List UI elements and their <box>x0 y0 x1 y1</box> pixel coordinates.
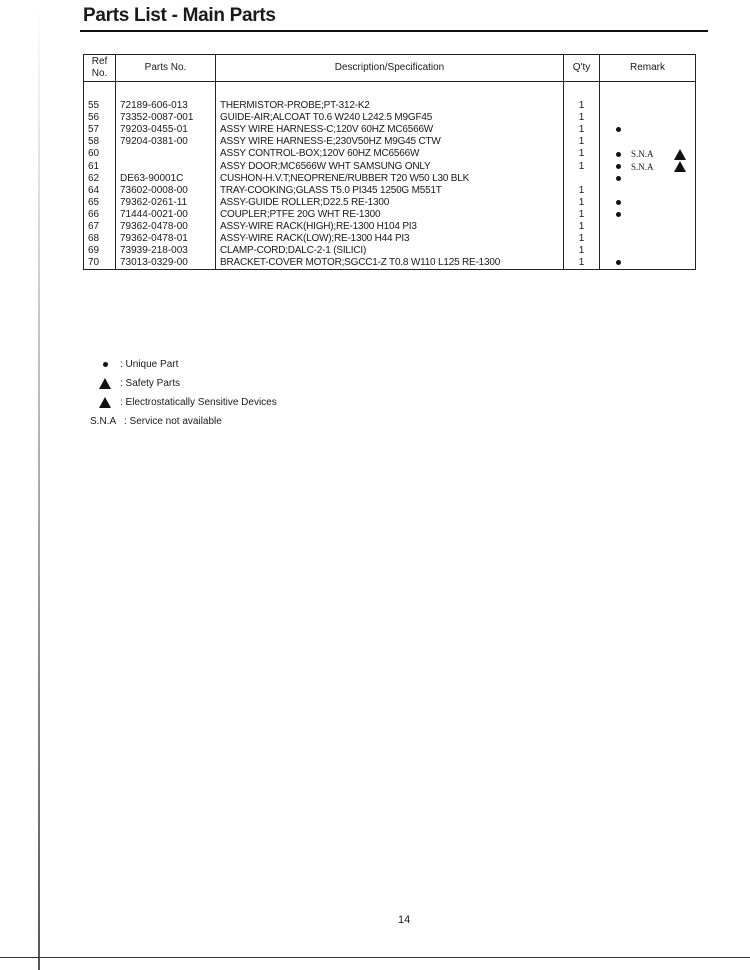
bottom-rule <box>0 957 750 958</box>
cell-description: ASSY WIRE HARNESS-C;120V 60HZ MC6566W <box>216 124 564 136</box>
cell-parts-no <box>116 161 216 174</box>
cell-remark <box>600 136 696 148</box>
unique-part-bullet-icon <box>616 164 621 169</box>
cell-remark <box>600 124 696 136</box>
unique-part-bullet-icon <box>616 176 621 181</box>
cell-qty: 1 <box>564 209 600 221</box>
legend-esd <box>90 393 277 412</box>
table-row <box>84 209 696 221</box>
cell-description: ASSY-WIRE RACK(HIGH);RE-1300 H104 PI3 <box>216 221 564 233</box>
cell-parts-no: 79362-0261-11 <box>116 197 216 209</box>
cell-parts-no: 73352-0087-001 <box>116 112 216 124</box>
cell-remark <box>600 209 696 221</box>
legend-safety-label: : Safety Parts <box>120 378 181 389</box>
sna-label: S.N.A <box>631 161 654 172</box>
cell-qty: 1 <box>564 124 600 136</box>
cell-qty: 1 <box>564 100 600 112</box>
cell-remark <box>600 197 696 209</box>
cell-ref-no: 70 <box>84 257 116 270</box>
cell-parts-no: 73602-0008-00 <box>116 185 216 197</box>
cell-ref-no: 58 <box>84 136 116 148</box>
cell-qty: 1 <box>564 233 600 245</box>
cell-qty: 1 <box>564 136 600 148</box>
table-row <box>84 221 696 233</box>
esd-warning-icon <box>99 397 111 408</box>
cell-remark <box>600 233 696 245</box>
table-row <box>84 257 696 270</box>
cell-qty: 1 <box>564 257 600 270</box>
cell-remark <box>600 257 696 270</box>
header-parts-no: Parts No. <box>116 55 216 82</box>
page-title: Parts List - Main Parts <box>83 5 276 26</box>
cell-description: ASSY CONTROL-BOX;120V 60HZ MC6566W <box>216 148 564 161</box>
unique-part-bullet-icon <box>616 152 621 157</box>
cell-ref-no: 64 <box>84 185 116 197</box>
cell-qty: 1 <box>564 245 600 257</box>
cell-description: ASSY DOOR;MC6566W WHT SAMSUNG ONLY <box>216 161 564 174</box>
cell-qty: 1 <box>564 197 600 209</box>
legend-sna-symbol: S.N.A <box>90 416 117 427</box>
cell-description: CLAMP-CORD;DALC-2-1 (SILICI) <box>216 245 564 257</box>
table-row <box>84 124 696 136</box>
cell-remark <box>600 245 696 257</box>
bullet-icon <box>103 362 108 367</box>
legend-esd-label: : Electrostatically Sensitive Devices <box>120 397 277 408</box>
cell-ref-no: 66 <box>84 209 116 221</box>
cell-ref-no: 61 <box>84 161 116 174</box>
safety-warning-icon <box>99 378 111 389</box>
table-row <box>84 173 696 185</box>
cell-ref-no: 55 <box>84 100 116 112</box>
cell-parts-no: DE63-90001C <box>116 173 216 185</box>
cell-parts-no: 73939-218-003 <box>116 245 216 257</box>
cell-parts-no: 79362-0478-00 <box>116 221 216 233</box>
parts-table-body <box>84 82 696 270</box>
unique-part-bullet-icon <box>616 260 621 265</box>
cell-ref-no: 56 <box>84 112 116 124</box>
table-row <box>84 136 696 148</box>
cell-ref-no: 62 <box>84 173 116 185</box>
cell-ref-no: 69 <box>84 245 116 257</box>
unique-part-bullet-icon <box>616 212 621 217</box>
cell-remark <box>600 100 696 112</box>
cell-description: BRACKET-COVER MOTOR;SGCC1-Z T0.8 W110 L125 RE-1300 <box>216 257 564 270</box>
cell-parts-no: 79203-0455-01 <box>116 124 216 136</box>
legend-sna <box>90 412 277 431</box>
cell-remark <box>600 148 696 161</box>
cell-ref-no: 65 <box>84 197 116 209</box>
cell-qty: 1 <box>564 112 600 124</box>
table-row <box>84 245 696 257</box>
cell-qty: 1 <box>564 185 600 197</box>
cell-remark <box>600 112 696 124</box>
cell-parts-no: 79204-0381-00 <box>116 136 216 148</box>
cell-parts-no: 73013-0329-00 <box>116 257 216 270</box>
cell-remark <box>600 185 696 197</box>
table-header-row <box>84 55 696 82</box>
header-qty: Q'ty <box>564 55 600 82</box>
unique-part-bullet-icon <box>616 200 621 205</box>
cell-description: COUPLER;PTFE 20G WHT RE-1300 <box>216 209 564 221</box>
table-row <box>84 197 696 209</box>
header-ref-no: Ref No. <box>84 55 116 82</box>
legend <box>90 355 277 431</box>
table-spacer-row <box>84 82 696 101</box>
table-row <box>84 185 696 197</box>
table-row <box>84 100 696 112</box>
cell-qty: 1 <box>564 148 600 161</box>
cell-description: ASSY-WIRE RACK(LOW);RE-1300 H44 PI3 <box>216 233 564 245</box>
cell-description: CUSHON-H.V.T;NEOPRENE/RUBBER T20 W50 L30 BLK <box>216 173 564 185</box>
cell-parts-no: 79362-0478-01 <box>116 233 216 245</box>
cell-description: THERMISTOR-PROBE;PT-312-K2 <box>216 100 564 112</box>
cell-qty <box>564 173 600 185</box>
header-description: Description/Specification <box>216 55 564 82</box>
cell-ref-no: 57 <box>84 124 116 136</box>
table-row <box>84 112 696 124</box>
table-row <box>84 161 696 174</box>
table-row <box>84 233 696 245</box>
cell-remark <box>600 173 696 185</box>
cell-description: ASSY WIRE HARNESS-E;230V50HZ M9G45 CTW <box>216 136 564 148</box>
cell-ref-no: 67 <box>84 221 116 233</box>
page-number: 14 <box>398 914 411 926</box>
unique-part-bullet-icon <box>616 127 621 132</box>
cell-parts-no <box>116 148 216 161</box>
legend-unique-part <box>90 355 277 374</box>
cell-ref-no: 60 <box>84 148 116 161</box>
cell-parts-no: 71444-0021-00 <box>116 209 216 221</box>
legend-safety-parts <box>90 374 277 393</box>
cell-description: TRAY-COOKING;GLASS T5.0 PI345 1250G M551T <box>216 185 564 197</box>
cell-qty: 1 <box>564 221 600 233</box>
safety-warning-icon <box>674 149 686 160</box>
cell-description: ASSY-GUIDE ROLLER;D22.5 RE-1300 <box>216 197 564 209</box>
title-divider <box>80 30 708 32</box>
legend-sna-label: : Service not available <box>124 416 222 427</box>
sna-label: S.N.A <box>631 149 654 159</box>
cell-remark <box>600 221 696 233</box>
parts-table <box>83 54 696 270</box>
header-remark: Remark <box>600 55 696 82</box>
cell-parts-no: 72189-606-013 <box>116 100 216 112</box>
cell-qty: 1 <box>564 161 600 174</box>
safety-warning-icon <box>674 161 686 172</box>
cell-remark <box>600 161 696 174</box>
scan-edge-line <box>38 0 40 970</box>
legend-unique-label: : Unique Part <box>120 359 179 370</box>
cell-ref-no: 68 <box>84 233 116 245</box>
cell-description: GUIDE-AIR;ALCOAT T0.6 W240 L242.5 M9GF45 <box>216 112 564 124</box>
table-row <box>84 148 696 161</box>
